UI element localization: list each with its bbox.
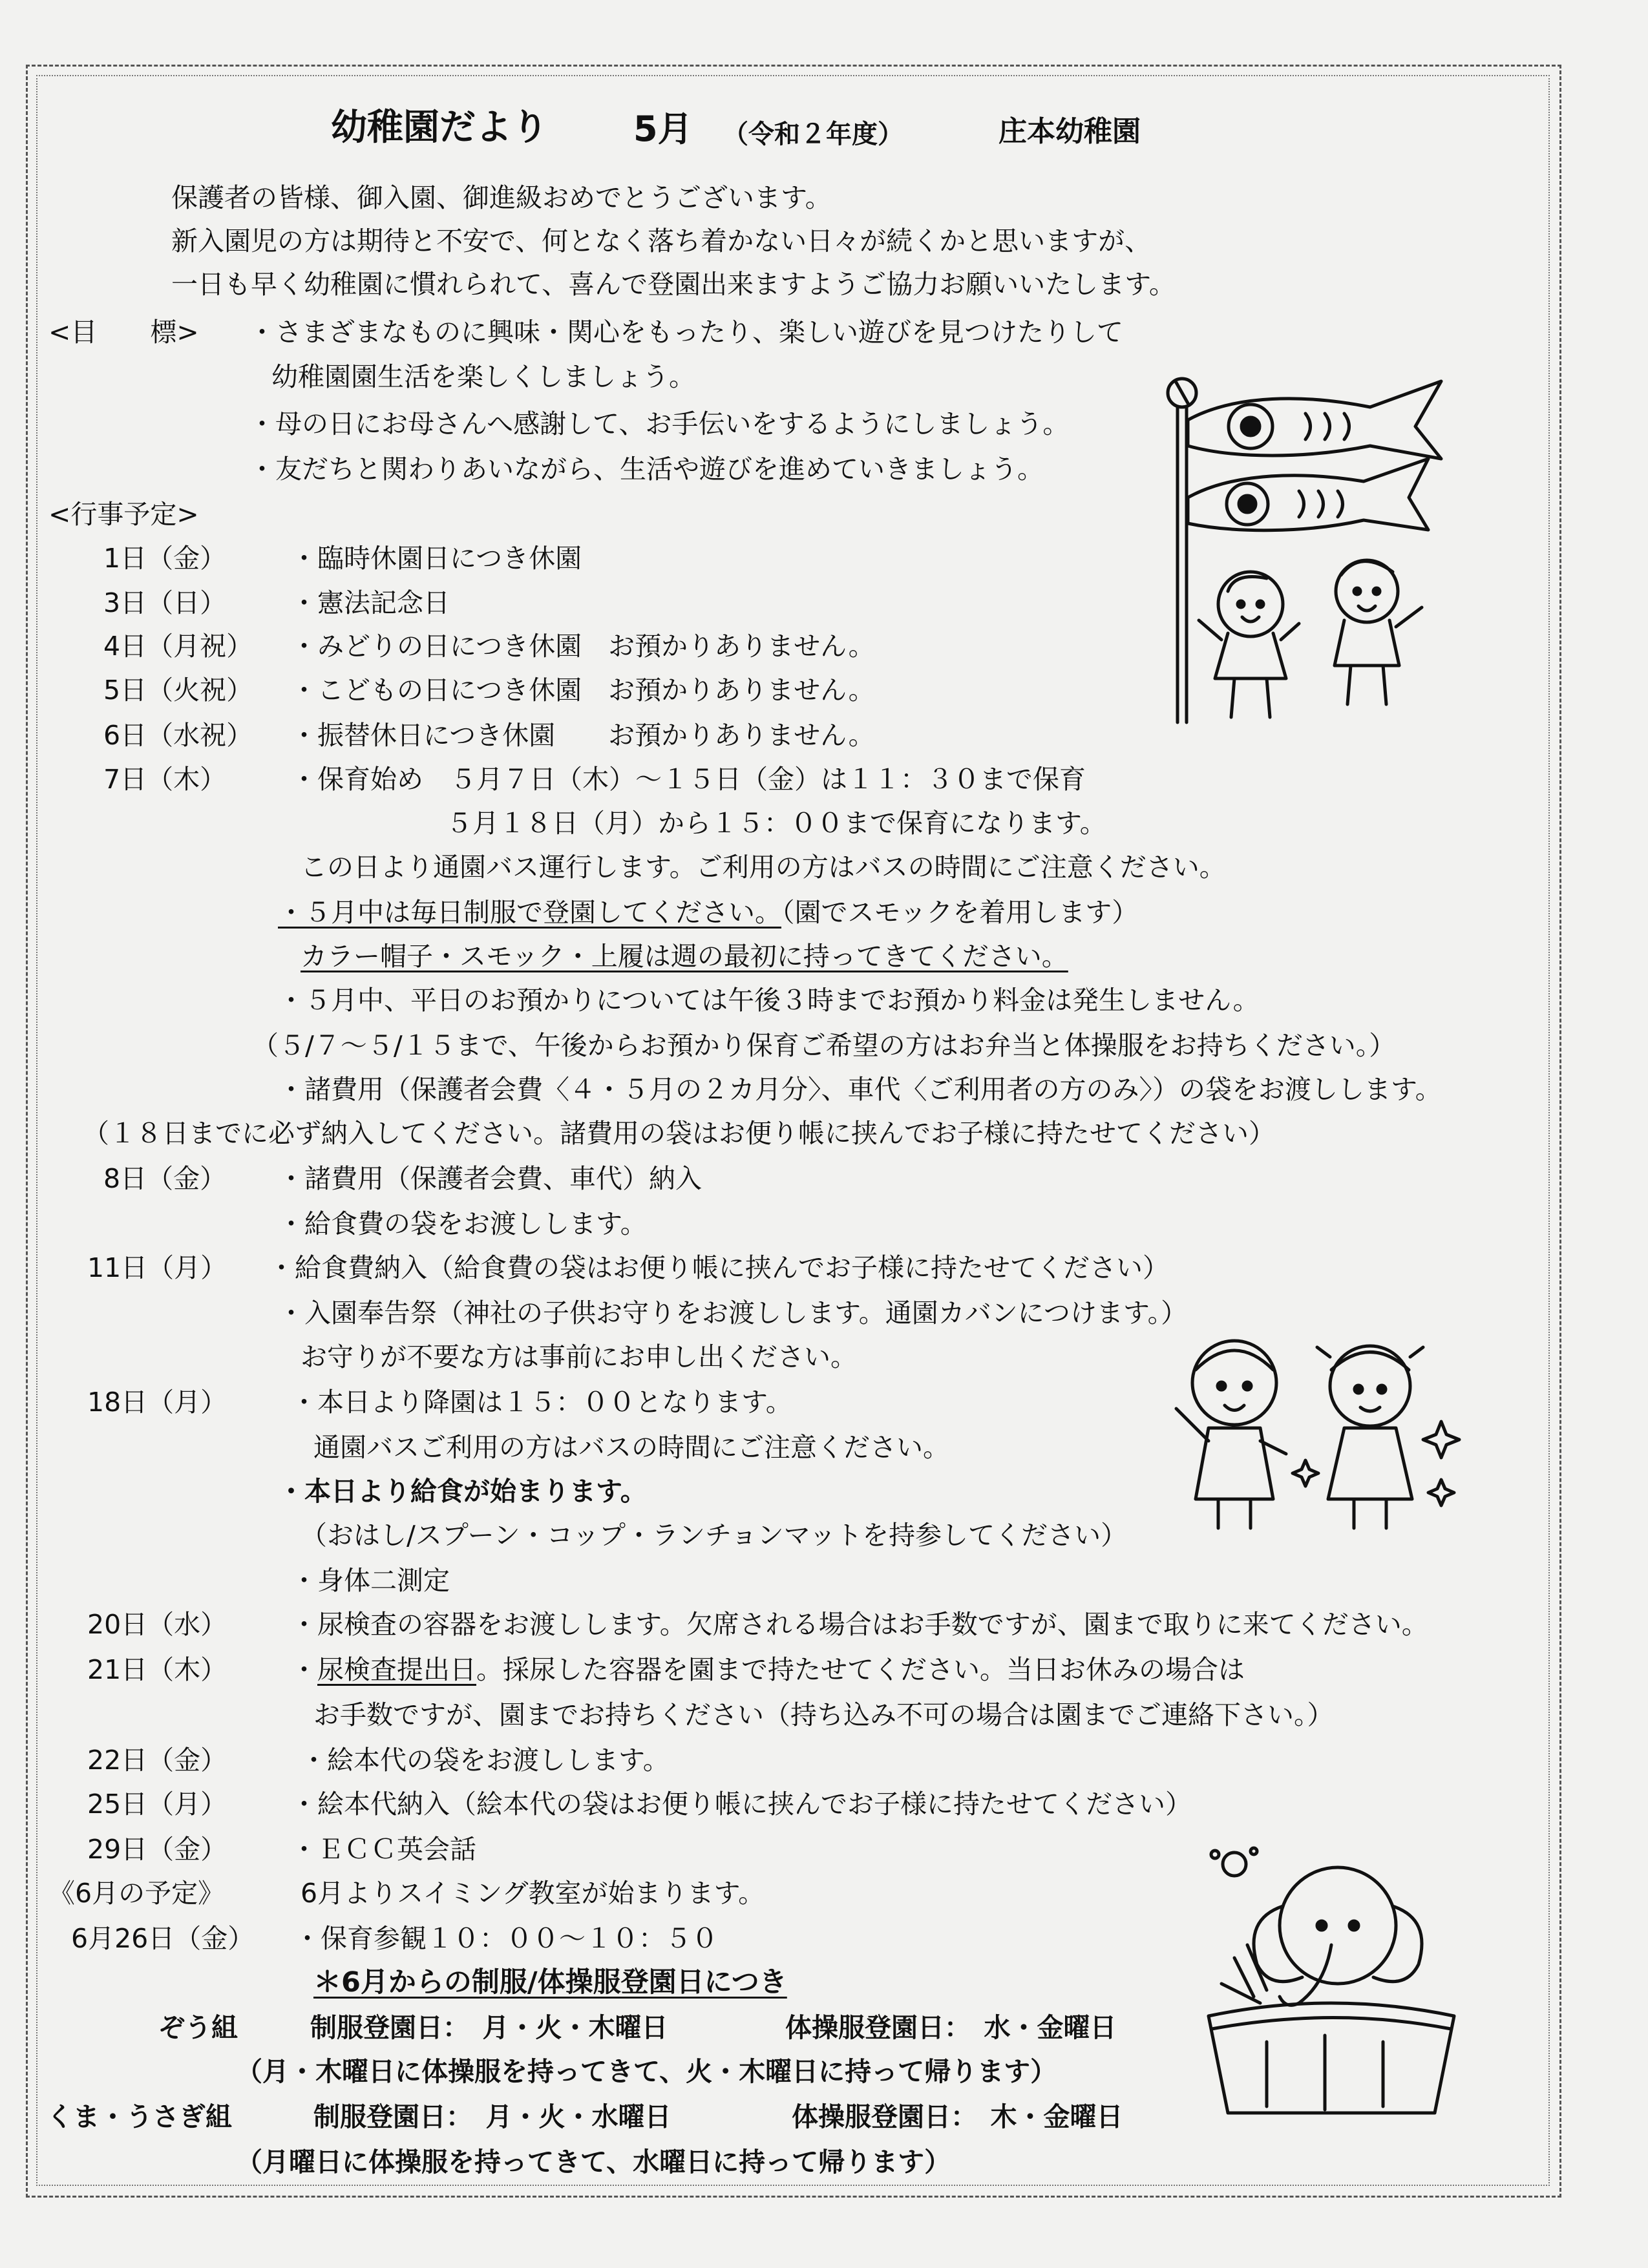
gym-days: 体操服登園日： 木・金曜日 (792, 2101, 1123, 2132)
event-text (278, 894, 1138, 930)
school-name: 庄本幼稚園 (998, 115, 1141, 148)
june-label: 《6月の予定》 (48, 1878, 225, 1909)
uniform-notice: ・５月中は毎日制服で登園してください。 (278, 897, 781, 928)
fiscal-year: （令和２年度） (723, 120, 903, 149)
event-text: ・みどりの日につき休園 お預かりありません。 (291, 631, 875, 662)
goal-item: ・友だちと関わりあいながら、生活や遊びを進めていきましょう。 (249, 454, 1044, 485)
event-date: 29日（金） (87, 1834, 227, 1865)
goals-label: <目 標> (48, 317, 199, 348)
uniform-days: 制服登園日： 月・火・木曜日 (310, 2012, 668, 2043)
children-lunch-illustration (1157, 1331, 1467, 1538)
event-text: ・諸費用（保護者会費、車代）納入 (278, 1163, 702, 1194)
greeting-line: 保護者の皆様、御入園、御進級おめでとうございます。 (171, 182, 832, 213)
uniform-days-title: ＊6月からの制服/体操服登園日につき (313, 1966, 787, 1999)
event-text: （１８日までに必ず納入してください。諸費用の袋はお便り帳に挟んでお子様に持たせてください） (83, 1118, 1275, 1149)
greeting-line: 一日も早く幼稚園に慣れられて、喜んで登園出来ますようご協力お願いいたします。 (171, 269, 1176, 300)
class-note: （月・木曜日に体操服を持ってきて、火・木曜日に持って帰ります） (236, 2056, 1057, 2087)
event-text: ５月１８日（月）から１５：００まで保育になります。 (446, 808, 1106, 839)
class-note: （月曜日に体操服を持ってきて、水曜日に持って帰ります） (236, 2147, 951, 2178)
goal-item: ・母の日にお母さんへ感謝して、お手伝いをするようにしましょう。 (249, 408, 1070, 439)
event-date: 3日（日） (103, 587, 227, 618)
event-text: ・給食費の袋をお渡しします。 (278, 1208, 647, 1239)
uniform-days: 制服登園日： 月・火・水曜日 (313, 2101, 671, 2132)
event-date: 5日（火祝） (103, 675, 253, 706)
event-date: 8日（金） (103, 1163, 227, 1194)
event-date: 21日（木） (87, 1654, 227, 1685)
event-text: （おはし/スプーン・コップ・ランチョンマットを持参してください） (301, 1520, 1128, 1551)
event-date: 25日（月） (87, 1789, 227, 1820)
event-text: ・諸費用（保護者会費〈４・５月の２カ月分〉、車代〈ご利用者の方のみ〉）の袋をお渡しします。 (278, 1074, 1442, 1105)
event-text: 通園バスご利用の方はバスの時間にご注意ください。 (313, 1432, 949, 1463)
event-text: ・絵本代納入（絵本代の袋はお便り帳に挟んでお子様に持たせてください） (291, 1789, 1192, 1820)
event-text: ・保育参観１０：００～１０：５０ (294, 1923, 718, 1954)
goal-item: 幼稚園園生活を楽しくしましょう。 (271, 361, 695, 392)
class-label: くま・うさぎ組 (47, 2101, 232, 2132)
event-date: 7日（木） (103, 764, 227, 795)
event-date: 6日（水祝） (103, 720, 253, 751)
event-text: ・こどもの日につき休園 お預かりありません。 (291, 675, 875, 706)
event-date: 11日（月） (87, 1252, 227, 1283)
schedule-label: <行事予定> (48, 499, 199, 530)
event-date: 6月26日（金） (71, 1923, 255, 1954)
june-text: 6月よりスイミング教室が始まります。 (301, 1878, 765, 1909)
event-text: ・絵本代の袋をお渡しします。 (301, 1745, 670, 1776)
event-text: （５/７～５/１５まで、午後からお預かり保育ご希望の方はお弁当と体操服をお持ちください。） (252, 1030, 1396, 1061)
event-text: ・給食費納入（給食費の袋はお便り帳に挟んでお子様に持たせてください） (268, 1252, 1169, 1283)
event-text: この日より通園バス運行します。ご利用の方はバスの時間にご注意ください。 (301, 852, 1226, 883)
event-text: ・保育始め ５月７日（木）～１５日（金）は１１：３０まで保育 (291, 764, 1086, 795)
goal-item: ・さまざまなものに興味・関心をもったり、楽しい遊びを見つけたりして (249, 317, 1123, 348)
event-text: カラー帽子・スモック・上履は週の最初に持ってきてください。 (301, 941, 1068, 972)
class-label: ぞう組 (158, 2012, 238, 2043)
event-date: 20日（水） (87, 1609, 227, 1640)
smock-note: （園でスモックを着用します） (781, 897, 1139, 928)
newsletter-month: 5月 (633, 109, 693, 149)
event-text: ・本日より給食が始まります。 (278, 1476, 647, 1507)
event-date: 4日（月祝） (103, 631, 253, 662)
event-text: お手数ですが、園までお持ちください（持ち込み不可の場合は園までご連絡下さい。） (313, 1699, 1334, 1730)
koinobori-illustration (1137, 368, 1461, 730)
event-text: ・憲法記念日 (291, 587, 450, 618)
gym-days: 体操服登園日： 水・金曜日 (785, 2012, 1117, 2043)
event-text: お守りが不要な方は事前にお申し出ください。 (301, 1341, 857, 1372)
urine-test-day: 尿検査提出日 (317, 1654, 476, 1685)
event-text: ・尿検査の容器をお渡しします。欠席される場合はお手数ですが、園まで取りに来てください。 (291, 1609, 1428, 1640)
event-text: ・身体二測定 (291, 1565, 450, 1596)
event-text: ・ＥＣＣ英会話 (291, 1834, 476, 1865)
event-text: ・５月中、平日のお預かりについては午後３時までお預かり料金は発生しません。 (278, 985, 1260, 1016)
greeting-line: 新入園児の方は期待と不安で、何となく落ち着かない日々が続くかと思いますが、 (171, 226, 1152, 257)
event-text: ・臨時休園日につき休園 (291, 543, 582, 574)
newsletter-title: 幼稚園だより (331, 107, 548, 149)
event-date: 1日（金） (103, 543, 227, 574)
event-text: ・本日より降園は１５：００となります。 (291, 1387, 792, 1418)
elephant-illustration (1196, 1835, 1467, 2119)
event-text: ・振替休日につき休園 お預かりありません。 (291, 720, 875, 751)
event-text: ・尿検査提出日。採尿した容器を園まで持たせてください。当日お休みの場合は (291, 1654, 1245, 1685)
event-date: 18日（月） (87, 1387, 227, 1418)
event-text: ・入園奉告祭（神社の子供お守りをお渡しします。通園カバンにつけます。） (278, 1297, 1188, 1328)
event-date: 22日（金） (87, 1745, 227, 1776)
